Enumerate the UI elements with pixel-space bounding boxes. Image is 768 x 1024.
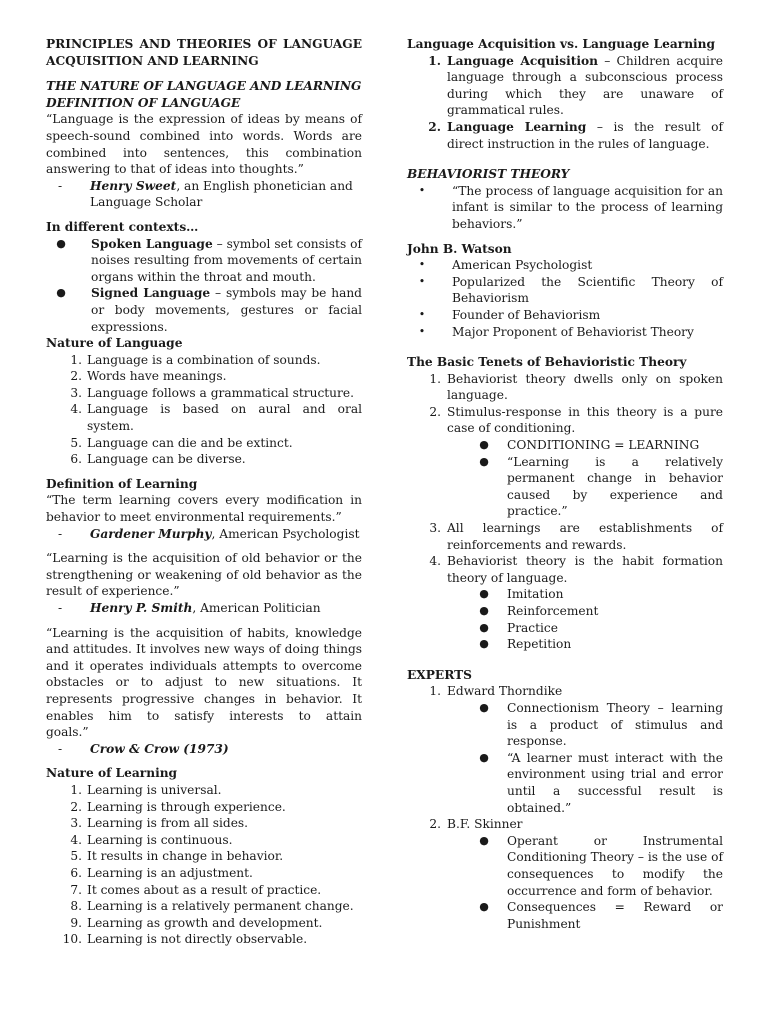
list-item: • Major Proponent of Behaviorist Theory: [407, 324, 723, 341]
bullet-icon: ●: [479, 637, 489, 651]
learning-desc: – is the result of direct instruction in the rules of language.: [447, 119, 723, 151]
learning-term: Language Learning: [447, 119, 587, 134]
definition-learning-heading: Definition of Learning: [46, 476, 198, 491]
list-item: 4. Behaviorist theory is the habit formation theory of language.: [429, 554, 723, 585]
list-item: ● Connectionism Theory – learning is a product of stimulus and response.: [407, 700, 723, 750]
attribution-sweet: [46, 178, 362, 211]
dash-marker: -: [57, 526, 63, 541]
list-item: 2. B.F. Skinner: [429, 817, 523, 832]
attribution-smith: [46, 600, 362, 617]
list-item: 2. Language Learning – is the result of direct instruction in the rules of language.: [428, 119, 723, 151]
smith-name: Henry P. Smith: [90, 601, 193, 615]
bullet-icon: ●: [479, 620, 489, 634]
dash-marker: -: [57, 741, 63, 756]
attribution-murphy: [46, 526, 362, 543]
bullet-icon: •: [418, 258, 426, 272]
nature-language-heading: Nature of Language: [46, 336, 183, 351]
list-item: 6. Learning is an adjustment.: [70, 865, 253, 880]
bullet-icon: ●: [479, 438, 489, 452]
list-item: ● Practice: [407, 620, 723, 637]
document-title: PRINCIPLES AND THEORIES OF LANGUAGE ACQUISITION AND LEARNING: [46, 37, 362, 68]
list-item: • Popularized the Scientific Theory of Behaviorism: [407, 274, 723, 307]
definition-language-heading: DEFINITION OF LANGUAGE: [46, 95, 241, 110]
behaviorist-quote: “The process of language acquisition for an infant is similar to the process of learning behaviors.”: [452, 183, 723, 231]
list-item: 5. It results in change in behavior.: [70, 849, 284, 864]
list-item: 9. Learning as growth and development.: [70, 915, 323, 930]
list-item: 3. All learnings are establishments of reinforcements and rewards.: [429, 521, 723, 552]
signed-desc: – symbols may be hand or body movements, gestures or facial expressions.: [91, 286, 362, 334]
bullet-icon: •: [418, 324, 426, 338]
list-item: 2. Learning is through experience.: [70, 799, 286, 814]
murphy-name: Gardener Murphy: [90, 526, 212, 541]
acquisition-term: Language Acquisition: [447, 53, 599, 68]
list-item: 3. Language follows a grammatical structure.: [70, 385, 354, 400]
list-item: 4. Learning is continuous.: [70, 832, 233, 847]
acquisition-heading: Language Acquisition vs. Language Learning: [407, 37, 716, 51]
list-item: 4. Language is based on aural and oral system.: [70, 402, 362, 434]
list-item: 1. Language Acquisition – Children acquire language through a subconscious process during which they are unaware of grammatical rules.: [428, 53, 723, 118]
bullet-icon: ●: [479, 750, 489, 764]
list-item: ● Repetition: [407, 636, 723, 653]
language-quote: “Language is the expression of ideas by means of speech-sound combined into words. Words are combined into sentences, this combination answering to that of ideas into thoughts.”: [46, 112, 362, 177]
dash-marker: -: [57, 601, 63, 615]
list-item: 1. Behaviorist theory dwells only on spoken language.: [429, 371, 723, 403]
contexts-heading: In different contexts…: [46, 219, 199, 234]
attribution-crow: [46, 741, 362, 758]
bullet-icon: ●: [56, 236, 66, 250]
list-item: 1. Learning is universal.: [70, 782, 222, 797]
list-item: ● Imitation: [407, 586, 723, 603]
list-item: • Founder of Behaviorism: [407, 307, 723, 324]
list-item: 1. Edward Thorndike: [429, 684, 563, 699]
list-item: 2. Stimulus-response in this theory is a pure case of conditioning.: [429, 404, 723, 436]
list-item: 7. It comes about as a result of practice.: [70, 882, 322, 897]
bullet-icon: ●: [479, 833, 489, 847]
nature-learning-heading: Nature of Learning: [46, 766, 178, 781]
left-column: [46, 36, 362, 948]
bullet-icon: ●: [479, 454, 489, 468]
experts-heading: EXPERTS: [407, 667, 472, 682]
list-item: ● Operant or Instrumental Conditioning Theory – is the use of consequences to modify the occurrence and form of behavior.: [407, 833, 723, 899]
smith-desc: , American Politician: [192, 601, 321, 615]
crow-name: Crow & Crow (1973): [90, 741, 229, 756]
bullet-icon: ●: [479, 900, 489, 914]
bullet-icon: ●: [56, 286, 66, 300]
tenets-heading: The Basic Tenets of Behavioristic Theory: [407, 355, 687, 370]
list-item: 1. Language is a combination of sounds.: [70, 352, 321, 367]
learning-quote-2: “Learning is the acquisition of old behavior or the strengthening or weakening of old behavior as the result of experience.”: [46, 551, 362, 599]
list-item: 3. Learning is from all sides.: [70, 816, 249, 831]
list-item: • American Psychologist: [407, 257, 723, 274]
watson-heading: John B. Watson: [407, 241, 512, 256]
list-item: [46, 236, 362, 286]
murphy-desc: , American Psychologist: [211, 526, 360, 541]
list-item: ● Reinforcement: [407, 603, 723, 620]
sweet-desc: , an English phonetician and Language Scholar: [90, 178, 353, 210]
behaviorist-heading: BEHAVIORIST THEORY: [407, 167, 570, 182]
bullet-icon: •: [418, 183, 426, 197]
list-item: ● “A learner must interact with the environment using trial and error until a successful result is obtained.”: [407, 750, 723, 816]
bullet-icon: •: [418, 307, 426, 321]
list-item: 6. Language can be diverse.: [70, 452, 246, 467]
right-column: [407, 36, 723, 932]
bullet-icon: ●: [479, 587, 489, 601]
list-item: ● Consequences = Reward or Punishment: [407, 899, 723, 932]
acquisition-desc: – Children acquire language through a subconscious process during which they are unaware of grammatical rules.: [447, 53, 723, 118]
list-item: 5. Language can die and be extinct.: [70, 435, 293, 450]
signed-term: Signed Language: [91, 286, 211, 301]
bullet-icon: ●: [479, 604, 489, 617]
dash-marker: -: [57, 178, 63, 193]
list-item: 10. Learning is not directly observable.: [62, 932, 308, 947]
list-item: ● CONDITIONING = LEARNING: [407, 437, 723, 454]
learning-quote-3: “Learning is the acquisition of habits, knowledge and attitudes. It involves new ways of doing things and it operates individuals attempts to overcome obstacles or to adjust to new situations. It represents progressive changes in behavior. It enables him to satisfy interests to attain: [46, 625, 362, 723]
spoken-desc: – symbol set consists of noises resulting from movements of certain organs within the throat and mouth.: [91, 236, 362, 284]
bullet-icon: ●: [479, 700, 489, 714]
bullet-icon: •: [418, 274, 426, 288]
list-item: ● “Learning is a relatively permanent change in behavior caused by experience and practice.”: [407, 454, 723, 520]
learning-quote-1: “The term learning covers every modification in behavior to meet environmental requirements.”: [46, 493, 362, 525]
list-item: [46, 285, 362, 335]
learning-quote-3-end: goals.”: [46, 725, 89, 740]
list-item: 2. Words have meanings.: [70, 369, 227, 384]
list-item: 8. Learning is a relatively permanent change.: [70, 899, 354, 914]
spoken-term: Spoken Language: [91, 236, 213, 251]
nature-heading: THE NATURE OF LANGUAGE AND LEARNING: [46, 79, 362, 94]
list-item: [407, 183, 723, 233]
sweet-name: Henry Sweet: [90, 178, 177, 193]
